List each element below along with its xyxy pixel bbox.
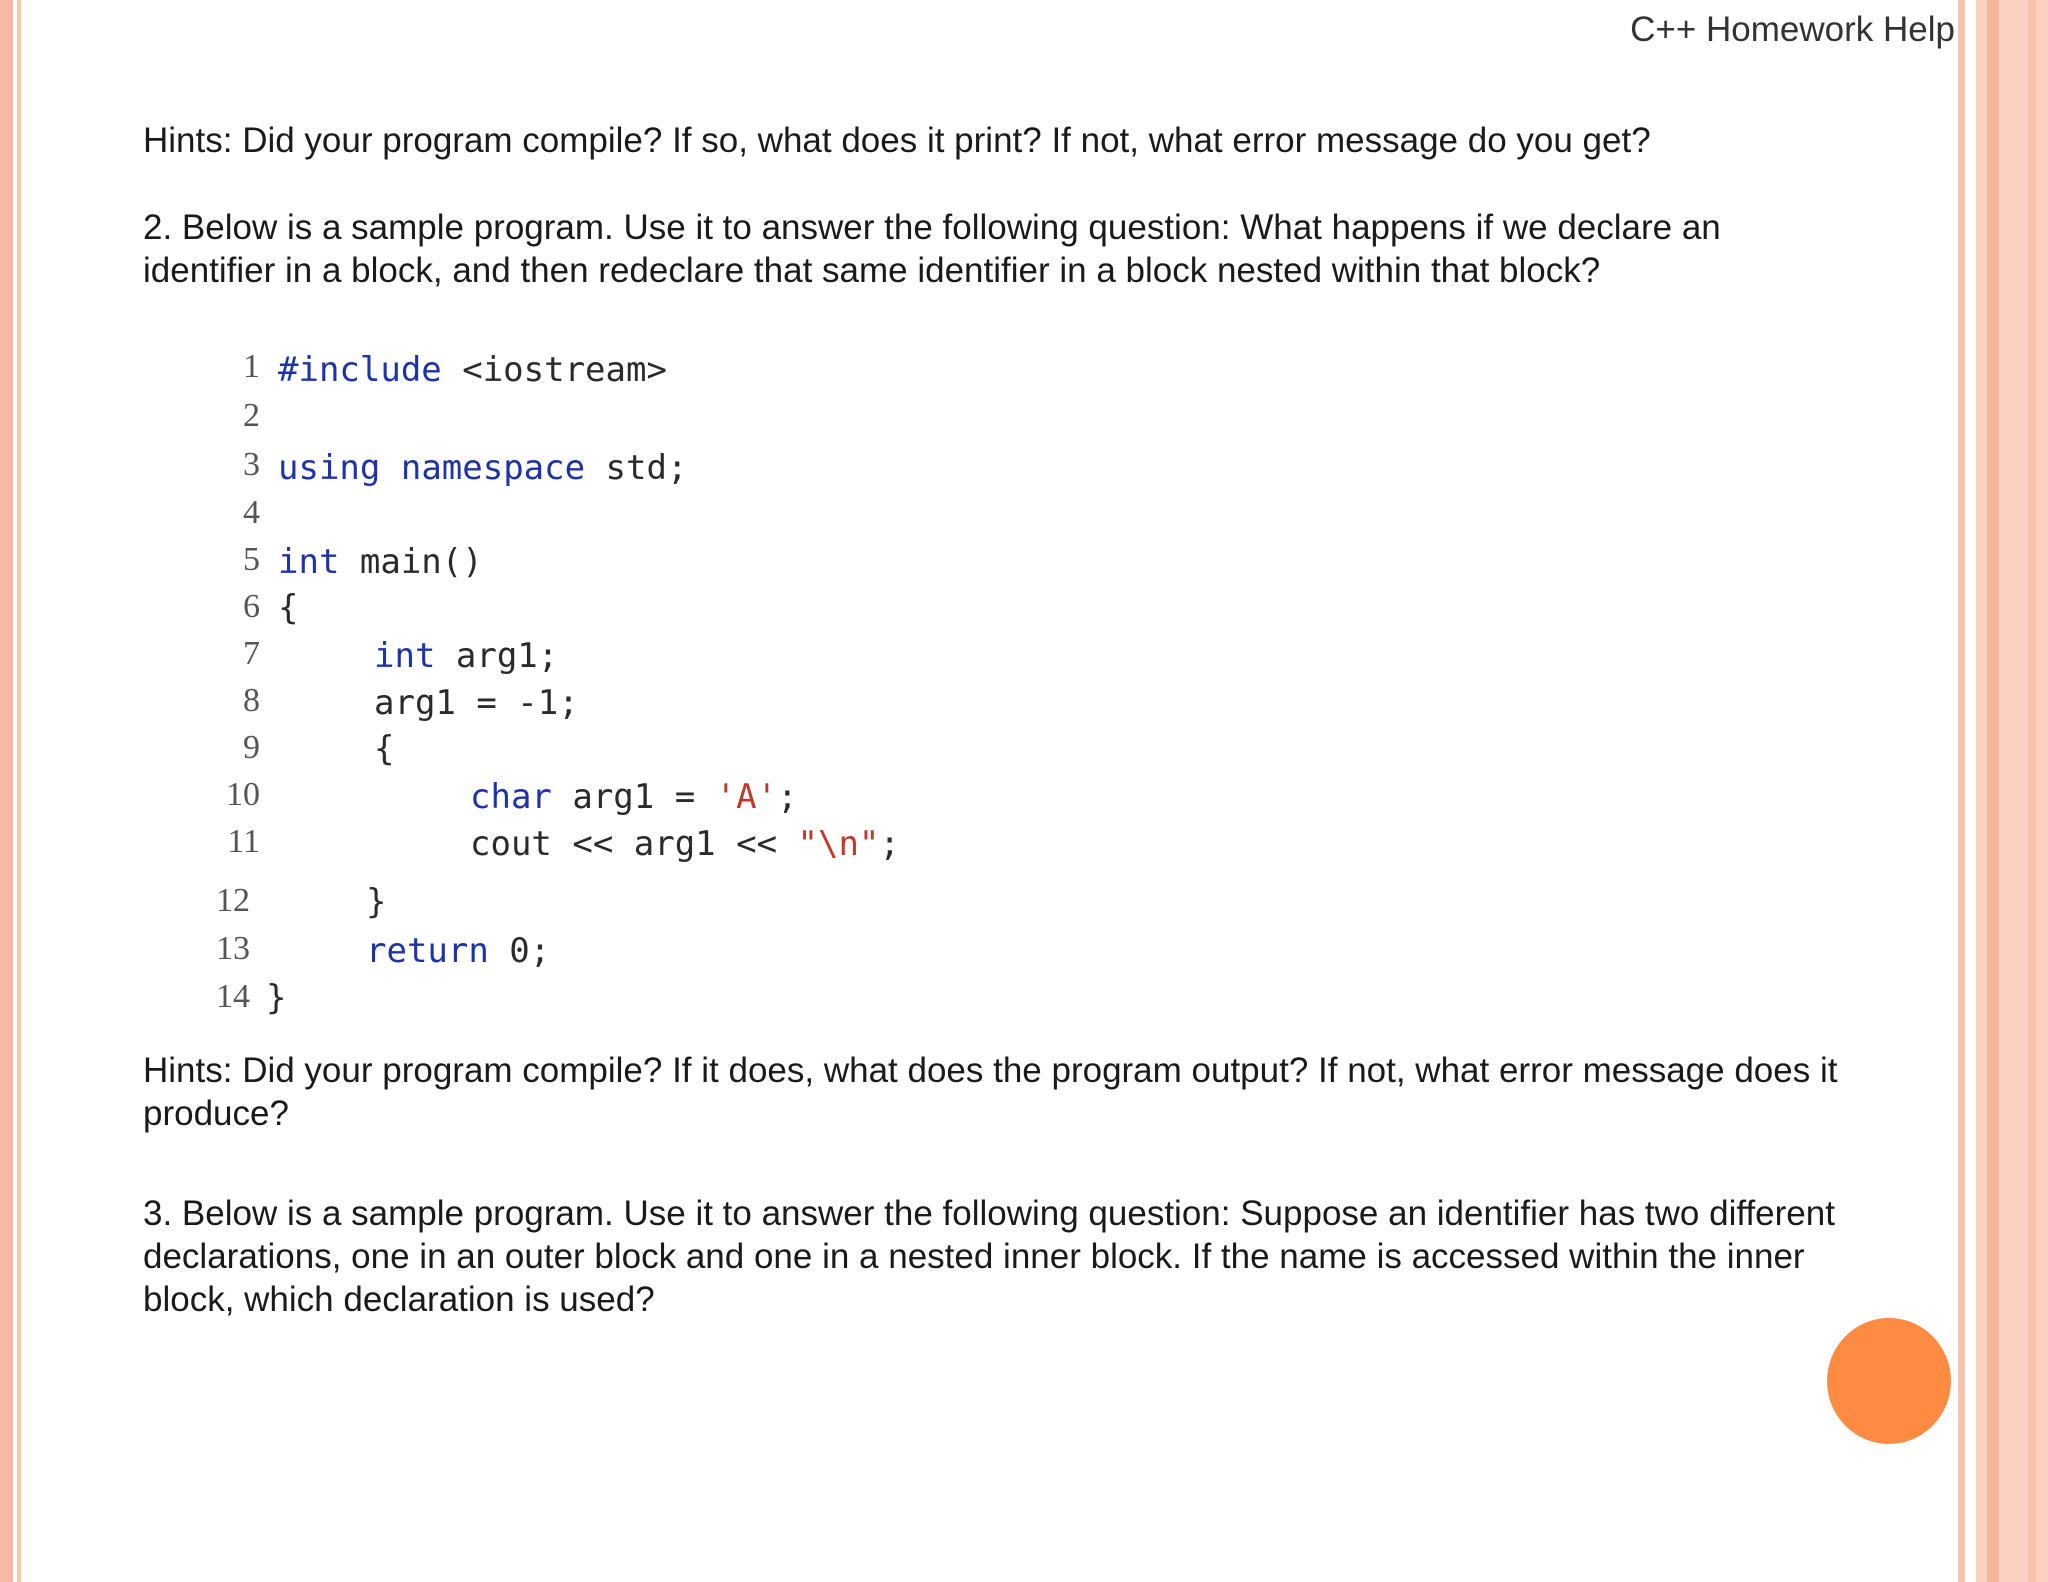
line-number: 14	[216, 978, 250, 1015]
question-2	[143, 206, 1903, 292]
code-token: }	[266, 978, 287, 1018]
right-border-line	[1958, 0, 1965, 1582]
code-token: 0;	[488, 931, 551, 971]
code-line-1	[278, 350, 667, 390]
question-3	[143, 1192, 1903, 1321]
code-token: arg1 =	[551, 777, 716, 817]
question-2-line-1: 2. Below is a sample program. Use it to answer the following question: What happens if we declare an	[143, 208, 1721, 247]
code-token-keyword: namespace	[400, 448, 586, 488]
code-line-8	[374, 683, 579, 723]
code-line-12	[366, 882, 386, 922]
code-token: {	[374, 729, 395, 769]
code-line-6	[278, 588, 298, 628]
code-line-10	[470, 777, 798, 817]
hint-paragraph-1: Hints: Did your program compile? If so, what does it print? If not, what error message do you get?	[143, 121, 1651, 160]
line-number: 12	[216, 882, 250, 919]
left-border-line	[17, 0, 21, 1582]
code-token: std;	[585, 448, 688, 488]
code-line-14	[266, 978, 286, 1018]
line-number: 1	[243, 348, 260, 385]
code-token: arg1;	[435, 636, 559, 676]
code-line-9	[374, 729, 394, 769]
question-3-line-3: block, which declaration is used?	[143, 1280, 655, 1319]
hint-2-line-1: Hints: Did your program compile? If it does, what does the program output? If not, what error message does it	[143, 1051, 1838, 1090]
code-token-keyword: int	[374, 636, 436, 676]
hint-2-line-2: produce?	[143, 1094, 289, 1133]
code-token-string: "\n"	[797, 824, 880, 864]
code-token-keyword: int	[278, 542, 340, 582]
hint-paragraph-2	[143, 1049, 1903, 1135]
code-token: }	[366, 882, 387, 922]
line-number: 7	[243, 635, 260, 672]
code-token-string: 'A'	[715, 777, 778, 817]
line-number: 6	[243, 588, 260, 625]
code-token: {	[278, 588, 299, 628]
code-token: main()	[339, 542, 483, 582]
code-token: arg1 = -1;	[374, 683, 579, 723]
line-number: 4	[243, 494, 260, 531]
code-line-11	[470, 824, 900, 864]
code-line-5	[278, 542, 483, 582]
line-number: 9	[243, 729, 260, 766]
orange-circle-decoration	[1827, 1318, 1951, 1444]
code-token: <iostream>	[441, 350, 667, 390]
code-line-13	[366, 931, 550, 971]
right-border-stripe	[1987, 0, 1999, 1582]
left-border-decoration	[0, 0, 13, 1582]
code-token: cout << arg1 <<	[470, 824, 798, 864]
line-number: 5	[243, 541, 260, 578]
code-line-3	[278, 448, 687, 488]
question-2-line-2: identifier in a block, and then redeclare that same identifier in a block nested within that block?	[143, 251, 1601, 290]
code-token-keyword: return	[366, 931, 489, 971]
code-line-7	[374, 636, 558, 676]
line-number: 8	[243, 682, 260, 719]
line-number: 2	[243, 397, 260, 434]
question-3-line-2: declarations, one in an outer block and one in a nested inner block. If the name is accessed within the inner	[143, 1237, 1805, 1276]
code-token-keyword: char	[470, 777, 552, 817]
slide-header-title: C++ Homework Help	[1630, 10, 1955, 49]
line-number: 11	[227, 823, 260, 860]
code-token: ;	[879, 824, 900, 864]
line-number: 3	[243, 446, 260, 483]
right-border-stripe	[2028, 0, 2036, 1582]
line-number: 13	[216, 930, 250, 967]
line-number: 10	[226, 776, 260, 813]
code-token-keyword: #include	[278, 350, 442, 390]
code-token-keyword: using	[278, 448, 381, 488]
question-3-line-1: 3. Below is a sample program. Use it to answer the following question: Suppose an identifier has two different	[143, 1194, 1835, 1233]
code-token: ;	[777, 777, 798, 817]
